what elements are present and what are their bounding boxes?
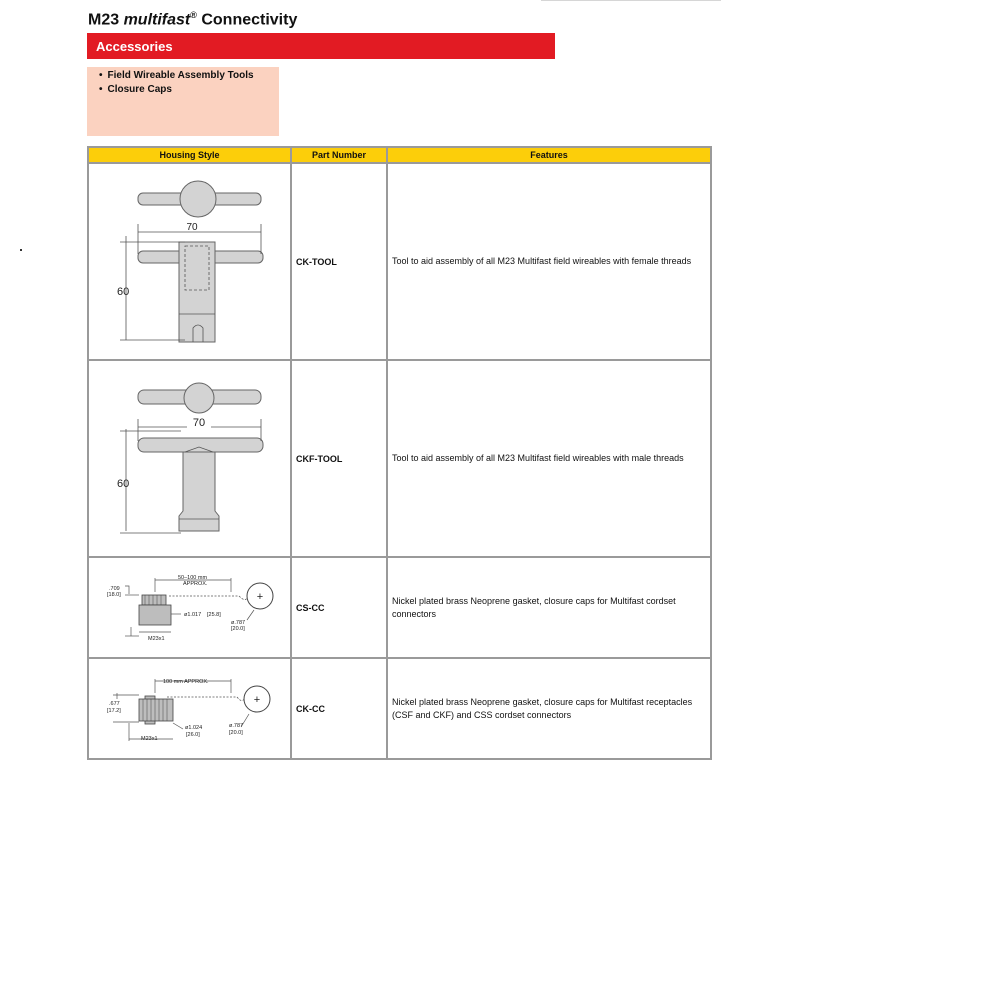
part-number-cell: CKF-TOOL <box>291 360 387 557</box>
dim-ring-mm: [20.0] <box>229 730 243 736</box>
dim-height-mm: [17.2] <box>107 708 121 714</box>
svg-text:+: + <box>256 591 264 603</box>
ck-tool-drawing <box>89 164 289 359</box>
bullet-item: • Closure Caps <box>99 83 254 97</box>
dim-chain: 50–100 mm <box>178 575 208 581</box>
dim-width-label: 70 <box>186 222 198 233</box>
svg-text:+: + <box>253 694 261 706</box>
part-number-cell: CS-CC <box>291 557 387 658</box>
dim-dia-mm: [26.0] <box>186 732 200 738</box>
table-header-row <box>88 147 711 163</box>
cs-cc-drawing <box>89 558 289 657</box>
table-row <box>88 360 711 557</box>
table-row <box>88 163 711 360</box>
bullet-item: • Field Wireable Assembly Tools <box>99 69 254 83</box>
col-header-housing-style: Housing Style <box>88 147 291 163</box>
section-title: Accessories <box>96 39 173 54</box>
housing-style-cell <box>88 557 291 658</box>
features-cell: Nickel plated brass Neoprene gasket, closure caps for Multifast receptacles (CSF and CKF) and CSS cordset connectors <box>387 658 711 759</box>
dim-ring-mm: [20.0] <box>231 626 245 632</box>
ckf-tool-drawing <box>89 361 289 556</box>
bullet-box <box>87 67 279 136</box>
dim-height-mm: [18.0] <box>107 592 121 598</box>
dim-height-label: 60 <box>117 478 130 490</box>
table-row <box>88 658 711 759</box>
housing-style-cell <box>88 360 291 557</box>
col-header-part-number: Part Number <box>291 147 387 163</box>
dim-ring-in: ø.787 <box>231 620 246 626</box>
dim-chain: 100 mm APPROX. <box>163 679 209 685</box>
part-number-cell: CK-TOOL <box>291 163 387 360</box>
dim-dia-in: ø1.017 <box>184 612 202 618</box>
dim-thread: M23x1 <box>141 736 158 742</box>
housing-style-cell <box>88 658 291 759</box>
stray-dot <box>20 249 22 251</box>
top-rule <box>541 0 721 1</box>
dim-height-in: .709 <box>109 586 120 592</box>
col-header-features: Features <box>387 147 711 163</box>
part-number-cell: CK-CC <box>291 658 387 759</box>
dim-height-label: 60 <box>117 286 130 298</box>
dim-dia-mm: [25.8] <box>207 612 221 618</box>
accessories-table <box>87 146 712 760</box>
dim-chain-approx: APPROX. <box>183 581 208 587</box>
dim-dia-in: ø1.024 <box>185 725 203 731</box>
dim-height-in: .677 <box>109 701 120 707</box>
features-cell: Tool to aid assembly of all M23 Multifast field wireables with female threads <box>387 163 711 360</box>
section-banner <box>87 33 555 59</box>
dim-ring-in: ø.787 <box>229 723 244 729</box>
dim-thread: M23x1 <box>148 636 165 642</box>
table-row <box>88 557 711 658</box>
ck-cc-drawing <box>89 659 289 758</box>
features-cell: Nickel plated brass Neoprene gasket, closure caps for Multifast cordset connectors <box>387 557 711 658</box>
page-title: M23 multifast® Connectivity <box>88 10 298 29</box>
housing-style-cell <box>88 163 291 360</box>
features-cell: Tool to aid assembly of all M23 Multifast field wireables with male threads <box>387 360 711 557</box>
dim-width-label: 70 <box>192 417 206 429</box>
